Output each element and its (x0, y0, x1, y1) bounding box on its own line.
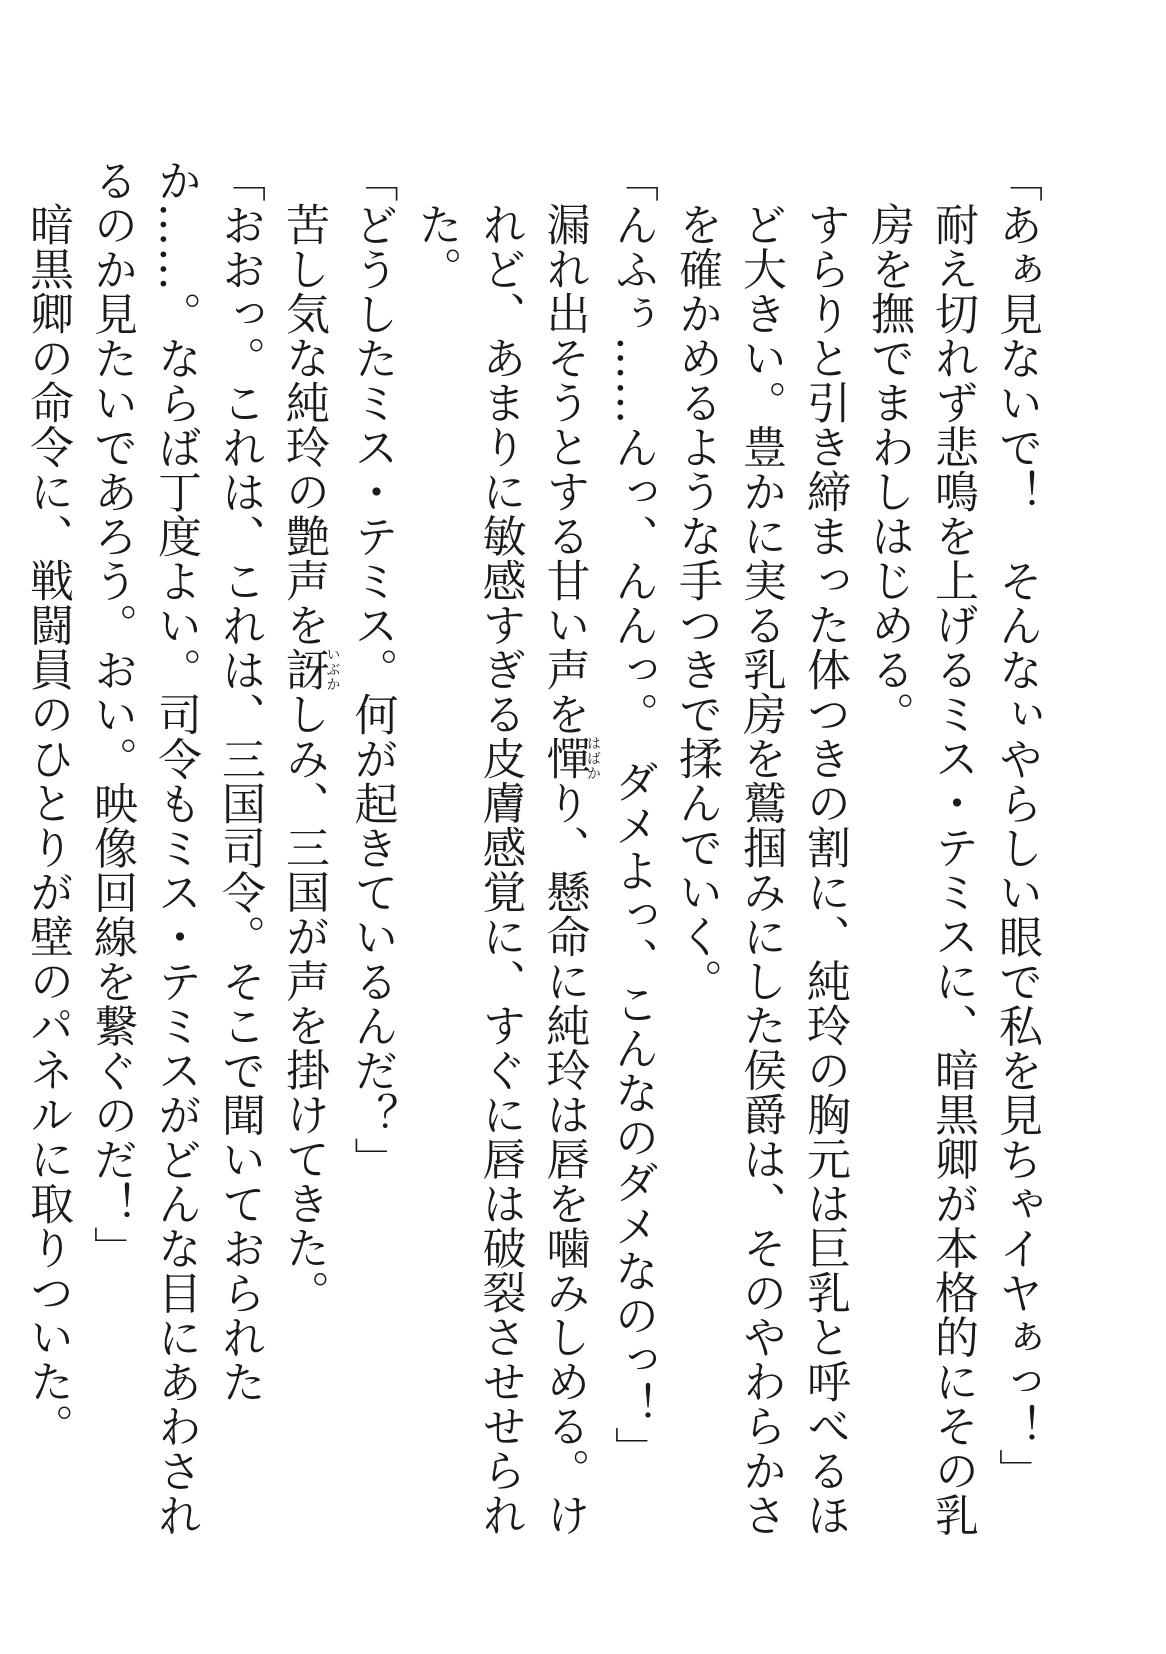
text-segment: 「おおっ。これは、これは、三国司令。そこで聞いておられたか……。ならば丁度よい。司令もミス・テミスがどんな目にあわされるのか見たいであろう。おい。映像回線を繋ぐのだ！」 (86, 158, 265, 1538)
narration-paragraph (664, 158, 856, 1558)
narration-paragraph (271, 158, 340, 1558)
ruby-reading: いぶか (324, 647, 341, 692)
dialogue-paragraph (984, 158, 1048, 1558)
text-segment: り、懸命に純玲は唇を噛みしめる。けれど、あまりに敏感すぎる皮膚感覚に、すぐに唇は破裂させせられた。 (410, 202, 590, 1537)
text-segment: 漏れ出そうとする甘い声を (538, 202, 590, 736)
dialogue-paragraph (340, 158, 404, 1558)
text-segment: 暗黒卿の命令に、戦闘員のひとりが壁のパネルに取りついた。 (22, 202, 73, 1448)
ruby-annotation (278, 647, 341, 692)
text-segment: しみ、三国が声を掛けてきた。 (278, 691, 329, 1315)
dialogue-paragraph (600, 158, 664, 1558)
ruby-reading: はばか (585, 736, 601, 781)
text-segment: すらりと引き締まった体つきの割に、純玲の胸元は巨乳と呼べるほど大きい。豊かに実る乳房を鷲掴みにした侯爵は、そのやわらかさを確かめるような手つきで揉んでいく。 (671, 202, 850, 1537)
text-segment: 「あぁ見ないで！ そんなぃやらしい眼で私を見ちゃイヤぁっ！」 (991, 158, 1042, 1493)
dialogue-paragraph (79, 158, 271, 1558)
text-segment: 苦し気な純玲の艶声を (278, 202, 329, 647)
ruby-base: 憚 (538, 736, 590, 781)
narration-paragraph (404, 158, 601, 1558)
vertical-text-block (15, 158, 1048, 1558)
ruby-base: 訝 (278, 647, 329, 692)
ruby-annotation (538, 736, 601, 781)
text-segment: 「どうしたミス・テミス。何が起きているんだ？」 (346, 158, 398, 1182)
narration-paragraph (15, 158, 79, 1558)
narration-paragraph (856, 158, 984, 1558)
text-segment: 「んふぅ……んっ、んんっ。 ダメよっ、こんなのダメなのっ！」 (607, 158, 658, 1471)
text-segment: 耐え切れず悲鳴を上げるミス・テミスに、暗黒卿が本格的にその乳房を撫でまわしはじめる。 (863, 202, 978, 1537)
